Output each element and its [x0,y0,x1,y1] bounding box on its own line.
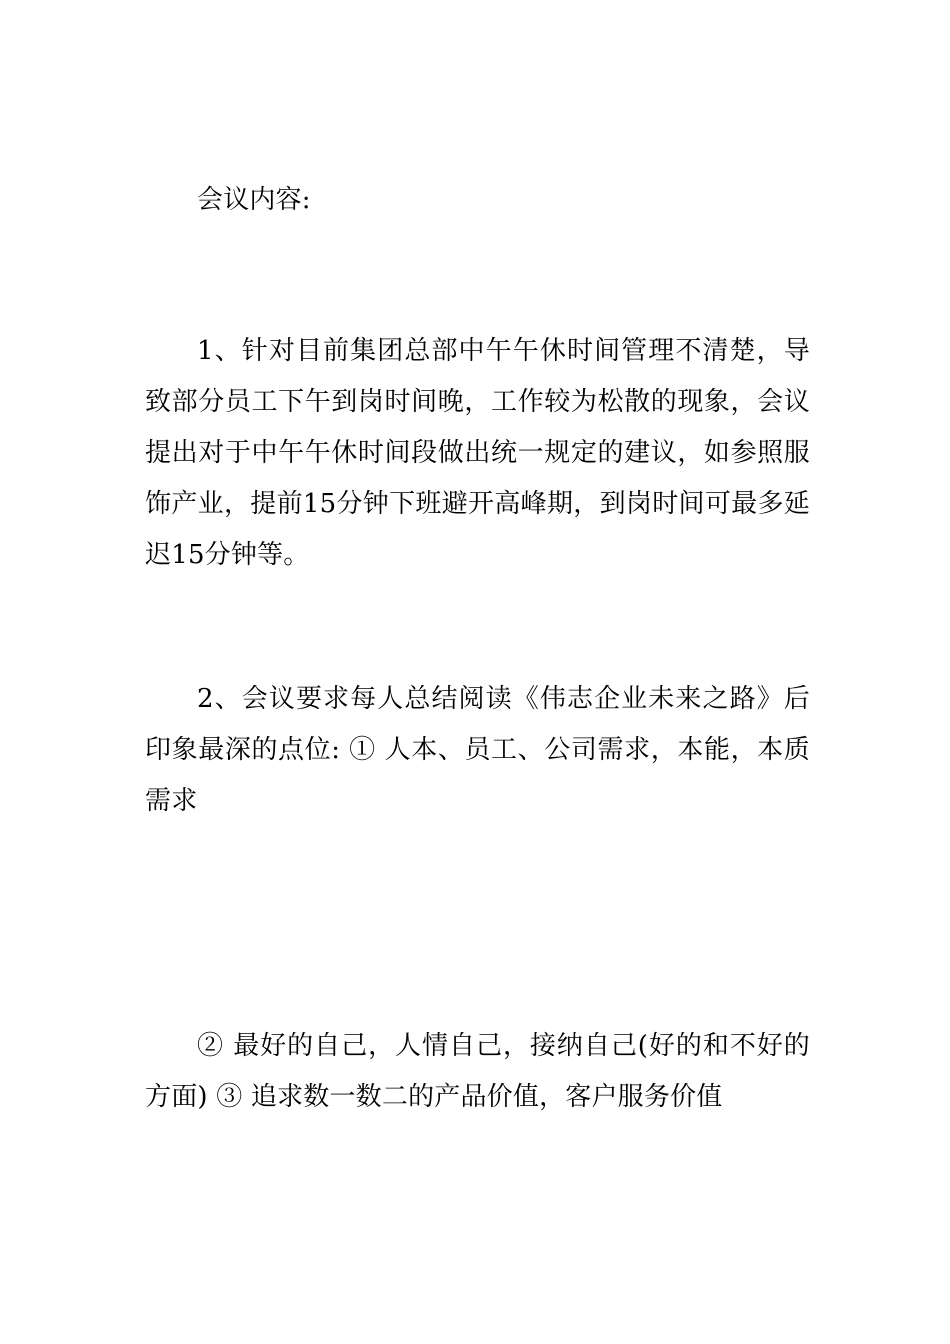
section-heading: 会议内容: [197,185,311,215]
paragraph-item-3: ② 最好的自己，人情自己，接纳自己(好的和不好的方面) ③ 追求数一数二的产品价值，客户服务价值 [145,1031,810,1112]
paragraph-item-2: 2、会议要求每人总结阅读《伟志企业未来之路》后印象最深的点位: ① 人本、员工、公司需求，本能，本质需求 [145,684,810,816]
paragraph-item-1: 1、针对目前集团总部中午午休时间管理不清楚，导致部分员工下午到岗时间晚，工作较为松散的现象，会议提出对于中午午休时间段做出统一规定的建议，如参照服饰产业，提前15分钟下班避开高峰期，到岗时间可最多延迟15分钟等。 [145,336,810,570]
